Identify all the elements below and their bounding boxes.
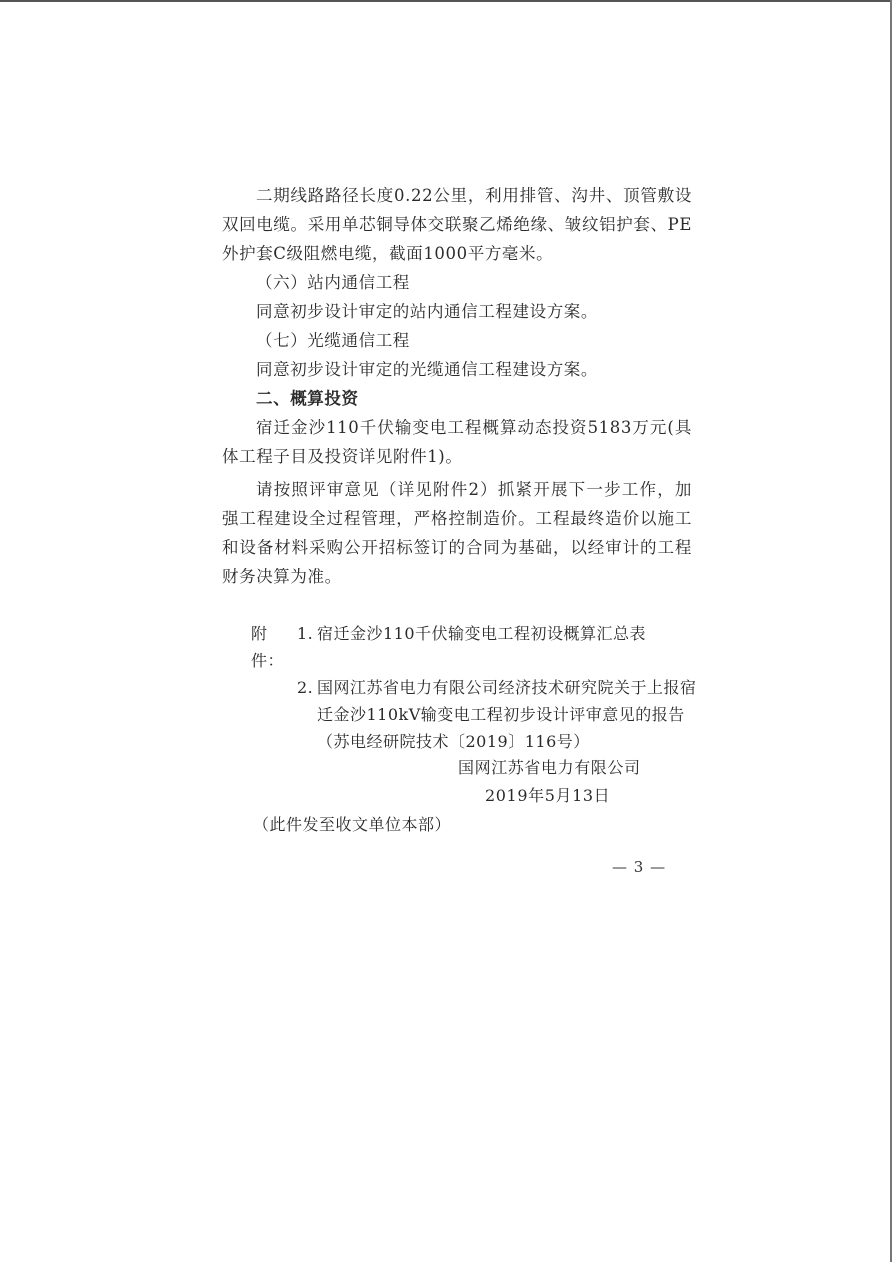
distribution-note: （此件发至收文单位本部）: [253, 815, 452, 834]
attachment-text: 国网江苏省电力有限公司经济技术研究院关于上报宿迁金沙110kV输变电工程初步设计评审意见的报告（苏电经研院技术〔2019〕116号）: [317, 678, 697, 751]
attachments-label: 附件：: [251, 624, 285, 670]
section-6-title: （六）站内通信工程: [256, 273, 410, 292]
attachment-number: 1.: [297, 624, 314, 643]
page-number: — 3 —: [612, 858, 667, 876]
signature-block: [440, 754, 680, 810]
section-7-text: 同意初步设计审定的光缆通信工程建设方案。: [256, 360, 598, 379]
attachment-number: 2.: [297, 678, 314, 697]
scan-top-border: [0, 0, 892, 2]
attachment-text: 宿迁金沙110千伏输变电工程初设概算汇总表: [317, 624, 647, 643]
section-7-title: （七）光缆通信工程: [256, 331, 410, 350]
section-6-text: 同意初步设计审定的站内通信工程建设方案。: [256, 302, 598, 321]
investment-heading: 二、概算投资: [256, 389, 359, 408]
signing-organization: 国网江苏省电力有限公司: [458, 758, 641, 777]
signing-date: 2019年5月13日: [485, 786, 611, 805]
attachments-list: [251, 620, 701, 755]
attachment-item: [251, 674, 701, 755]
document-body: [222, 181, 692, 591]
management-paragraph: 请按照评审意见（详见附件2）抓紧开展下一步工作，加强工程建设全过程管理，严格控制造价。工程最终造价以施工和设备材料采购公开招标签订的合同为基础，以经审计的工程财务决算为准。: [222, 480, 692, 586]
investment-paragraph: 宿迁金沙110千伏输变电工程概算动态投资5183万元(具体工程子目及投资详见附件1)。: [222, 418, 692, 466]
attachment-item: [251, 620, 701, 674]
cable-paragraph: 二期线路路径长度0.22公里，利用排管、沟井、顶管敷设双回电缆。采用单芯铜导体交联聚乙烯绝缘、皱纹铝护套、PE外护套C级阻燃电缆，截面1000平方毫米。: [222, 186, 692, 263]
